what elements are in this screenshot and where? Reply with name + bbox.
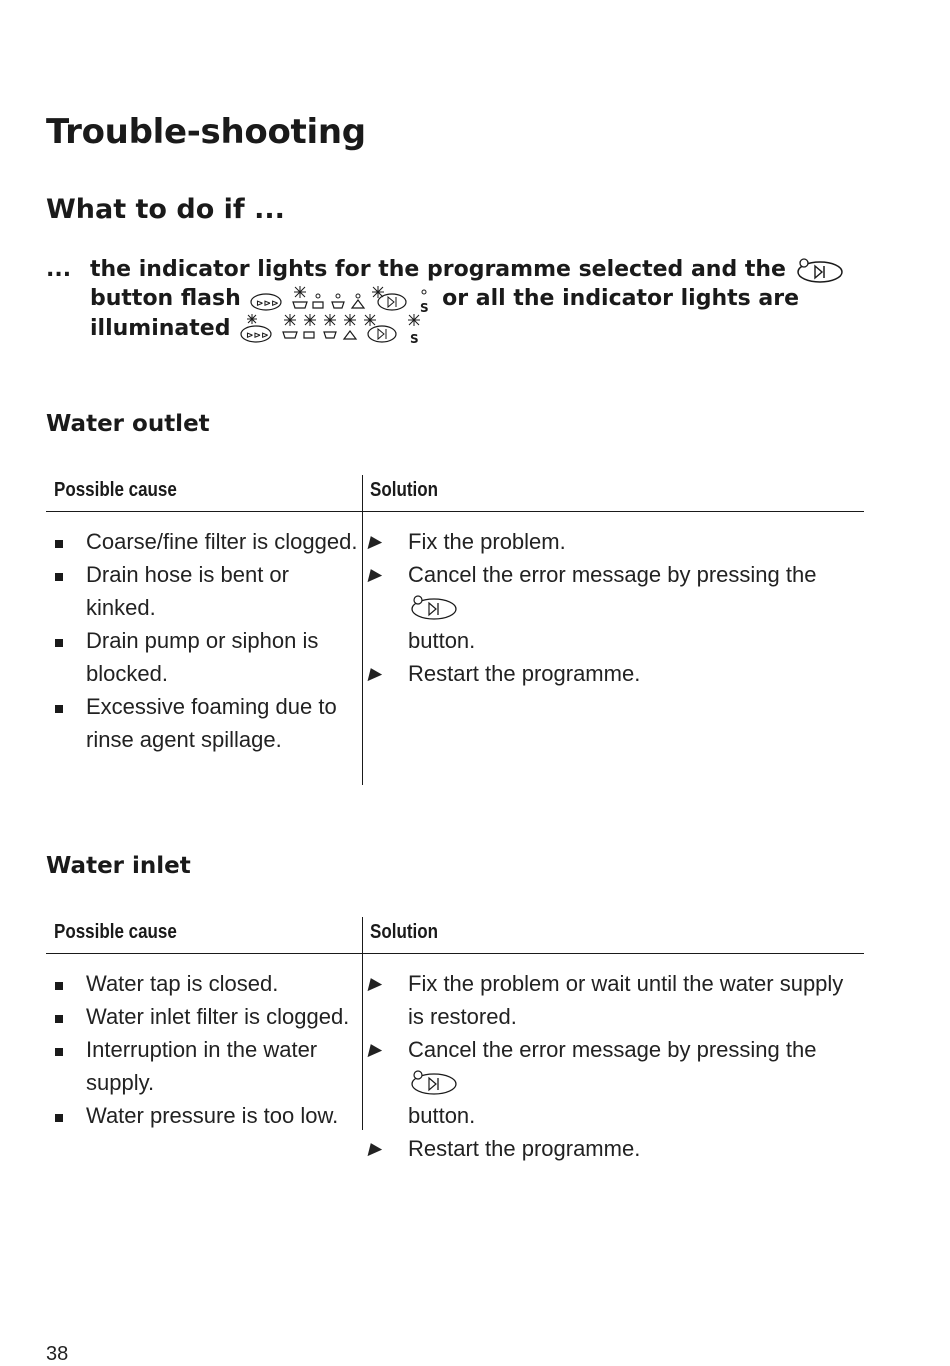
square-bullet-icon xyxy=(55,1048,63,1056)
list-item: Interruption in the water supply. xyxy=(46,1033,358,1099)
svg-text:⊳⊳⊳: ⊳⊳⊳ xyxy=(246,331,269,341)
table-header xyxy=(46,475,864,512)
svg-text:S: S xyxy=(420,301,430,314)
column-divider xyxy=(362,475,363,785)
programme-indicator-lights-illuminated-icon xyxy=(238,314,424,344)
intro-ellipsis: ... xyxy=(46,257,72,282)
intro-paragraph xyxy=(46,256,866,344)
list-item: Water tap is closed. xyxy=(46,967,358,1000)
header-solution: Solution xyxy=(370,921,438,943)
page-number: 38 xyxy=(46,1343,69,1365)
square-bullet-icon xyxy=(55,540,63,548)
section-heading-water-outlet: Water outlet xyxy=(46,411,210,437)
solution-list xyxy=(368,967,864,1165)
cause-list xyxy=(46,525,358,756)
triangle-bullet-icon: ▶ xyxy=(368,664,382,683)
triangle-bullet-icon: ▶ xyxy=(368,974,382,993)
header-possible-cause: Possible cause xyxy=(54,479,177,501)
square-bullet-icon xyxy=(55,573,63,581)
list-item: ▶ Restart the programme. xyxy=(368,1132,864,1165)
triangle-bullet-icon: ▶ xyxy=(368,532,382,551)
square-bullet-icon xyxy=(55,639,63,647)
water-outlet-table xyxy=(46,475,864,785)
cause-list xyxy=(46,967,358,1132)
square-bullet-icon xyxy=(55,982,63,990)
triangle-bullet-icon: ▶ xyxy=(368,1139,382,1158)
table-header xyxy=(46,917,864,954)
section-subtitle: What to do if ... xyxy=(46,194,285,225)
skip-button-icon xyxy=(794,256,844,284)
water-inlet-table xyxy=(46,917,864,1161)
triangle-bullet-icon: ▶ xyxy=(368,1040,382,1059)
solution-list xyxy=(368,525,864,690)
skip-button-icon xyxy=(408,593,458,621)
list-item: Drain hose is bent or kinked. xyxy=(46,558,358,624)
list-item: ▶ Cancel the error message by pressing the button. xyxy=(368,558,864,657)
list-item: ▶ Restart the programme. xyxy=(368,657,864,690)
square-bullet-icon xyxy=(55,1015,63,1023)
list-item: Water pressure is too low. xyxy=(46,1099,358,1132)
square-bullet-icon xyxy=(55,1114,63,1122)
svg-text:S: S xyxy=(410,332,419,344)
svg-text:⊳⊳⊳: ⊳⊳⊳ xyxy=(256,299,280,309)
list-item: ▶ Fix the problem or wait until the water supply is restored. xyxy=(368,967,864,1033)
section-heading-water-inlet: Water inlet xyxy=(46,853,191,879)
intro-text-2: button flash xyxy=(90,286,241,311)
list-item: Drain pump or siphon is blocked. xyxy=(46,624,358,690)
list-item: ▶ Fix the problem. xyxy=(368,525,864,558)
page-title: Trouble-shooting xyxy=(46,112,366,152)
list-item: Excessive foaming due to rinse agent spillage. xyxy=(46,690,358,756)
list-item: Water inlet filter is clogged. xyxy=(46,1000,358,1033)
programme-indicator-lights-flashing-icon xyxy=(248,284,434,314)
square-bullet-icon xyxy=(55,705,63,713)
intro-text-1: the indicator lights for the programme selected and the xyxy=(90,257,786,282)
skip-button-icon xyxy=(408,1068,458,1096)
triangle-bullet-icon: ▶ xyxy=(368,565,382,584)
list-item: Coarse/fine filter is clogged. xyxy=(46,525,358,558)
intro-text-3: or all the indicator lights are illuminated xyxy=(90,286,800,341)
header-solution: Solution xyxy=(370,479,438,501)
header-possible-cause: Possible cause xyxy=(54,921,177,943)
list-item: ▶ Cancel the error message by pressing the button. xyxy=(368,1033,864,1132)
